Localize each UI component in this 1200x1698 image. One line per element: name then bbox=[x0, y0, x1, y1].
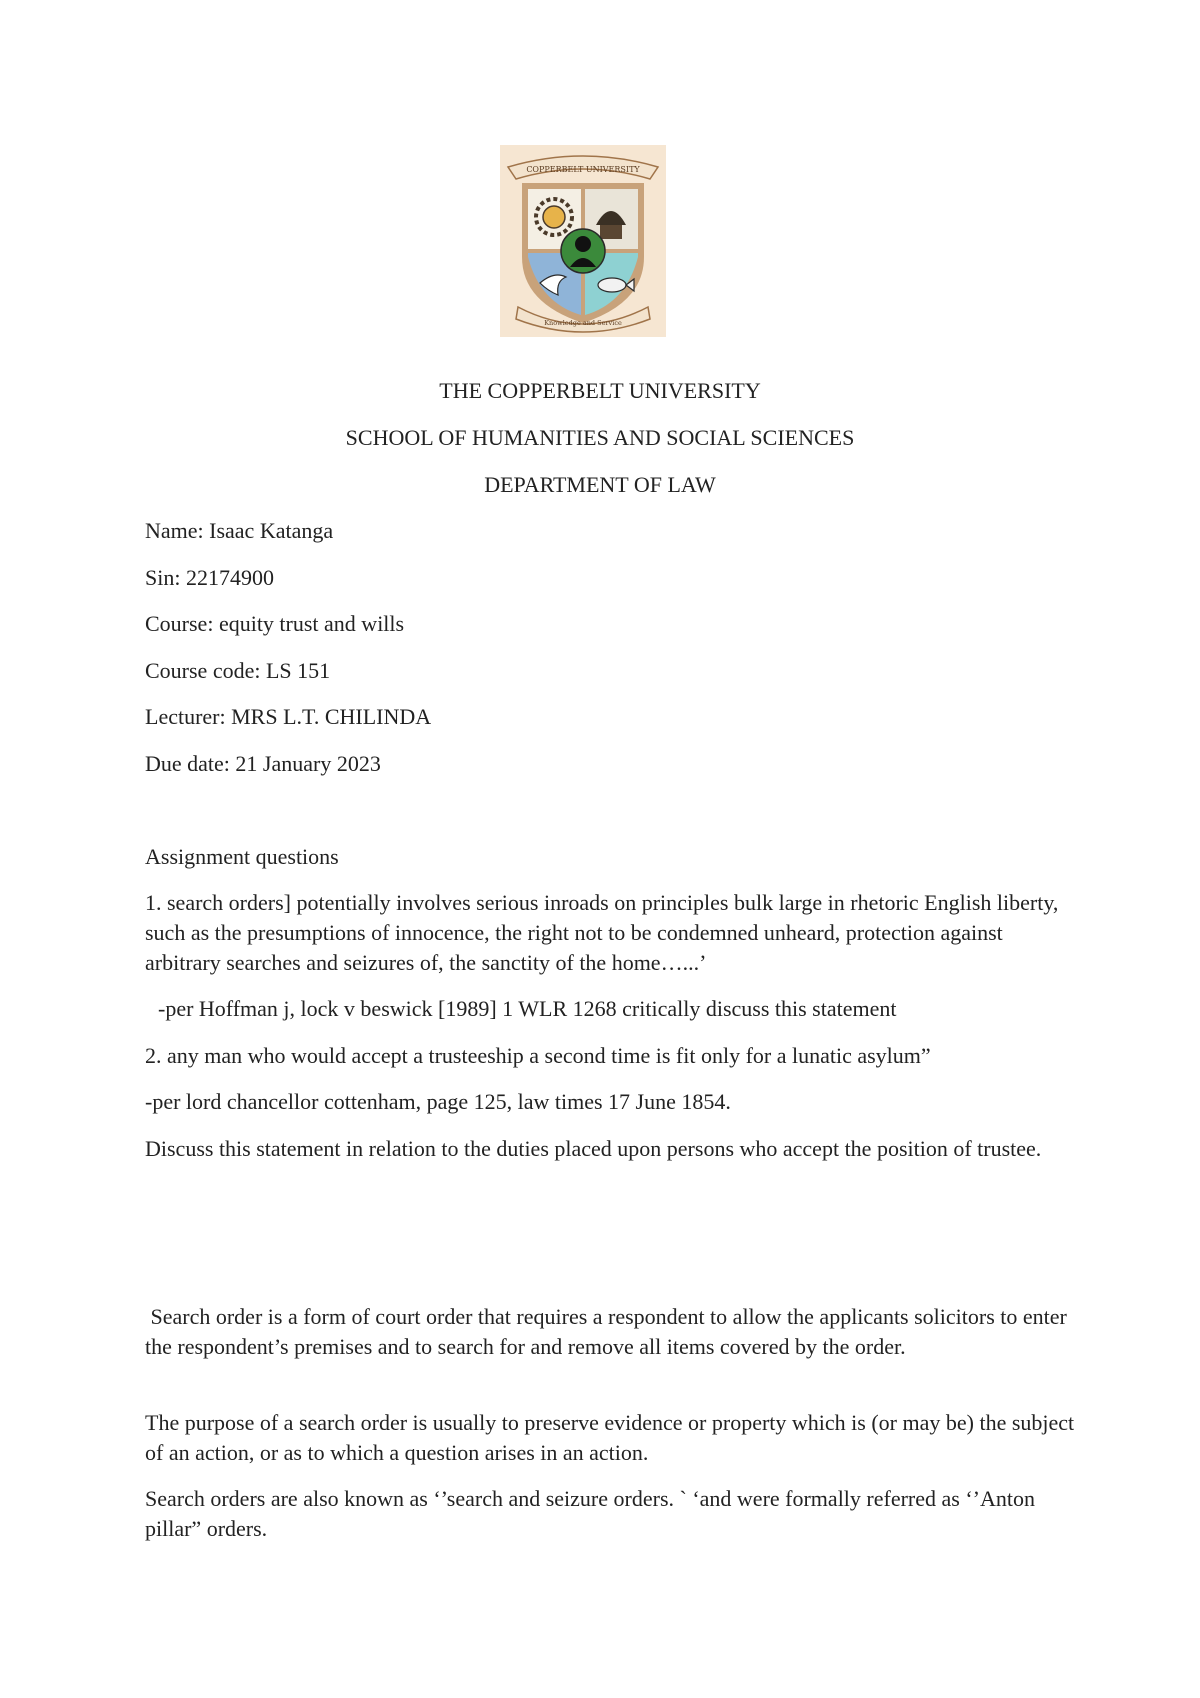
question-2-citation: -per lord chancellor cottenham, page 125, law times 17 June 1854. bbox=[145, 1089, 731, 1114]
crest-motto-text: Knowledge and Service bbox=[544, 319, 622, 327]
lecturer-name: Lecturer: MRS L.T. CHILINDA bbox=[145, 704, 432, 729]
bust-head-icon bbox=[575, 236, 591, 252]
body-paragraph-1: Search order is a form of court order that requires a respondent to allow the applicants solicitors to enter the respondent’s premises and to search for and remove all items covered by the order. bbox=[145, 1304, 1073, 1359]
course-code: Course code: LS 151 bbox=[145, 658, 331, 683]
department-title: DEPARTMENT OF LAW bbox=[484, 472, 716, 497]
assignment-heading: Assignment questions bbox=[145, 844, 339, 869]
crest-banner-text: COPPERBELT UNIVERSITY bbox=[526, 165, 640, 174]
due-date: Due date: 21 January 2023 bbox=[145, 751, 381, 776]
gear-center-icon bbox=[543, 206, 565, 228]
question-2: 2. any man who would accept a trusteeship a second time is fit only for a lunatic asylum” bbox=[145, 1043, 931, 1068]
body-paragraph-3: Search orders are also known as ‘’search and seizure orders. ` ‘and were formally referred as ‘’Anton pillar” orders. bbox=[145, 1486, 1035, 1541]
hut-wall-icon bbox=[600, 225, 622, 239]
body-paragraph-2: The purpose of a search order is usually to preserve evidence or property which is (or may be) the subject of an action, or as to which a question arises in an action. bbox=[145, 1410, 1075, 1465]
university-crest bbox=[500, 145, 666, 337]
question-1-citation: -per Hoffman j, lock v beswick [1989] 1 WLR 1268 critically discuss this statement bbox=[158, 996, 897, 1021]
question-1: 1. search orders] potentially involves serious inroads on principles bulk large in rhetoric English liberty, such as the presumptions of innocence, the right not to be condemned unheard, protection against arbitrary searches and seizures of, the sanctity of the home…...’ bbox=[145, 890, 1059, 975]
student-sin: Sin: 22174900 bbox=[145, 565, 274, 590]
fish-icon bbox=[598, 278, 626, 292]
university-title: THE COPPERBELT UNIVERSITY bbox=[439, 378, 761, 403]
course-name: Course: equity trust and wills bbox=[145, 611, 405, 636]
school-title: SCHOOL OF HUMANITIES AND SOCIAL SCIENCES bbox=[345, 425, 855, 450]
question-2-instruction: Discuss this statement in relation to the duties placed upon persons who accept the position of trustee. bbox=[145, 1136, 1042, 1161]
student-name: Name: Isaac Katanga bbox=[145, 518, 334, 543]
